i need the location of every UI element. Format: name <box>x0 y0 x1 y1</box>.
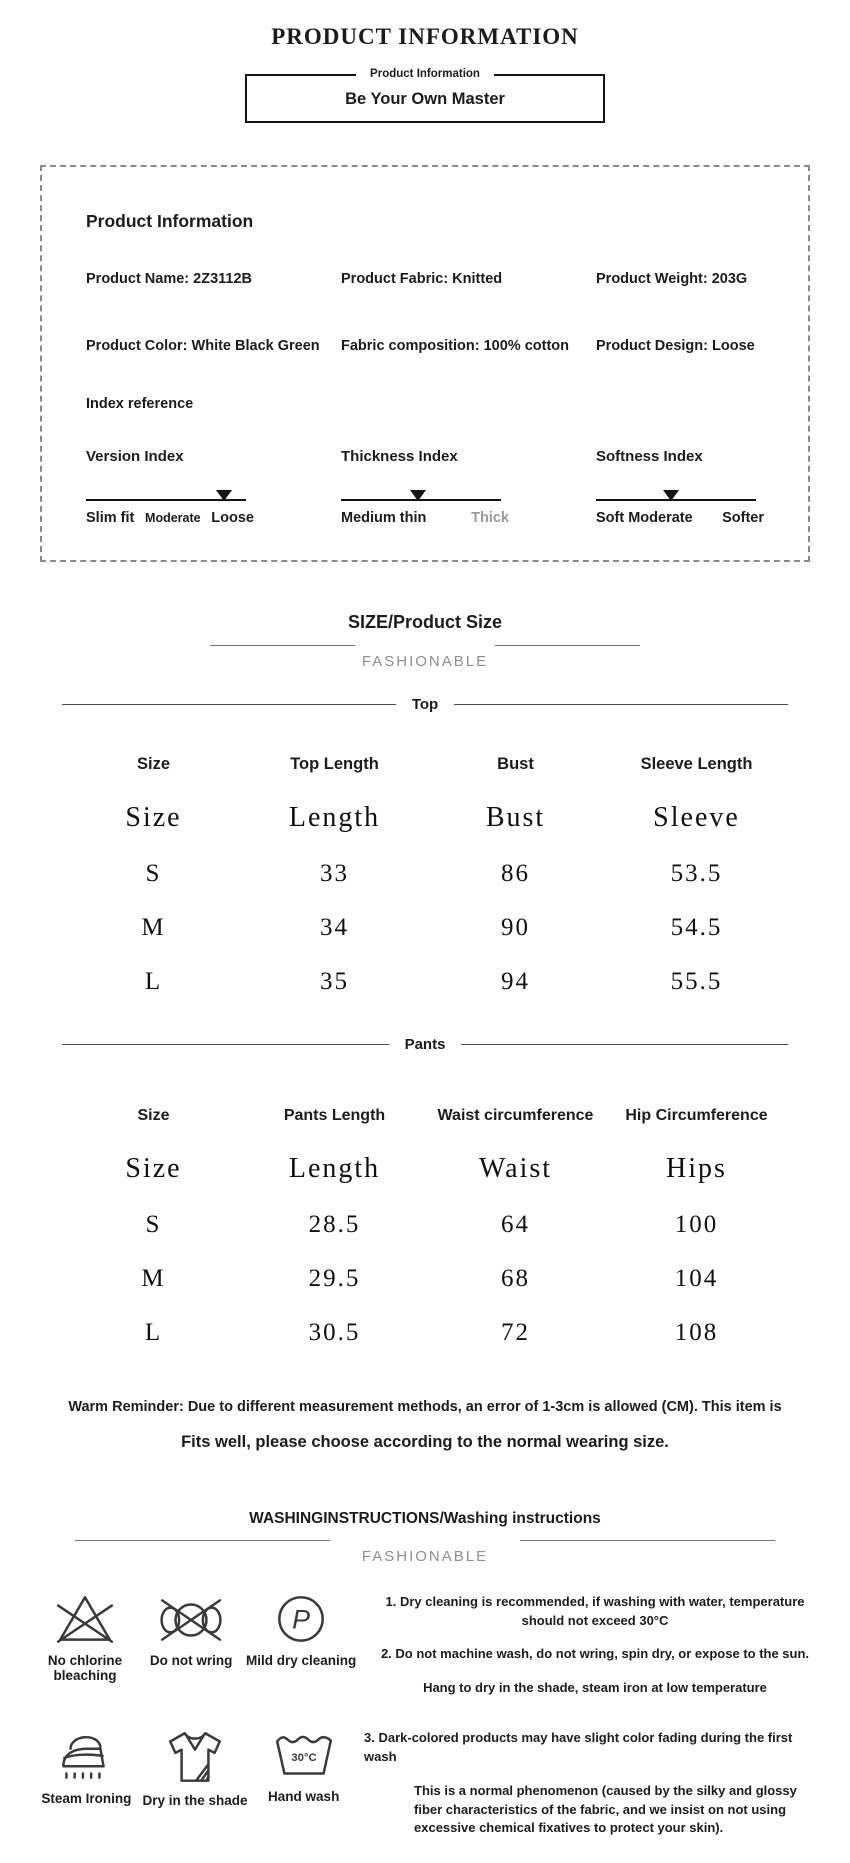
scale-label: Soft Moderate <box>596 509 693 526</box>
table-row <box>63 1319 787 1347</box>
table-row <box>63 914 787 942</box>
field-product-design: Product Design: Loose <box>596 337 755 354</box>
col-header: Size <box>136 754 171 773</box>
table-subheader-row <box>63 802 787 834</box>
care-symbol-dry-in-shade <box>141 1727 250 1809</box>
slider-track <box>86 499 246 501</box>
decorative-lines <box>0 1540 850 1541</box>
care-symbol-steam-ironing <box>32 1727 141 1809</box>
softness-index-slider <box>596 448 790 526</box>
field-fabric-composition: Fabric composition: 100% cotton <box>341 337 569 354</box>
washing-note: Hang to dry in the shade, steam iron at low temperature <box>423 1680 767 1696</box>
decorative-line <box>495 645 640 646</box>
cell: 64 <box>501 1210 530 1238</box>
cell: 28.5 <box>308 1210 361 1238</box>
cell: 68 <box>501 1264 530 1292</box>
cell: 90 <box>501 913 530 941</box>
cell: 33 <box>320 859 349 887</box>
col-header: Size <box>137 1106 170 1124</box>
cell: L <box>144 1318 163 1346</box>
field-product-color: Product Color: White Black Green <box>86 337 320 354</box>
cell: 54.5 <box>670 913 723 941</box>
no-chlorine-bleaching-icon <box>52 1591 118 1649</box>
cell: S <box>145 859 162 887</box>
warm-reminder-line1: Warm Reminder: Due to different measurement methods, an error of 1-3cm is allowed (CM). This item is <box>68 1398 782 1415</box>
table-row <box>63 1211 787 1239</box>
cell: 100 <box>674 1210 719 1238</box>
col-subheader: Hips <box>666 1152 727 1184</box>
dry-in-shade-icon <box>162 1727 228 1789</box>
scale-label: Loose <box>211 509 254 526</box>
washing-row-1 <box>20 1591 830 1713</box>
pants-divider-label: Pants <box>404 1035 446 1053</box>
divider-line <box>62 1044 389 1045</box>
slider-title: Version Index <box>86 447 184 465</box>
care-symbol-label: No chlorine bleaching <box>47 1652 123 1684</box>
care-symbol-label: Steam Ironing <box>41 1791 132 1807</box>
washing-row-2 <box>20 1727 830 1853</box>
dry-clean-letter: P <box>292 1603 311 1634</box>
banner-text: Be Your Own Master <box>345 90 505 108</box>
scale-label: Thick <box>471 509 509 526</box>
field-product-name: Product Name: 2Z3112B <box>86 271 253 287</box>
decorative-line <box>210 645 355 646</box>
washing-instructions-area <box>20 1591 830 1854</box>
scale-label: Medium thin <box>341 509 427 526</box>
care-symbol-no-chlorine <box>32 1591 138 1684</box>
divider-line <box>461 1044 788 1045</box>
care-symbol-label: Mild dry cleaning <box>245 1652 357 1668</box>
table-row <box>63 860 787 888</box>
cell: 55.5 <box>670 967 723 995</box>
col-subheader: Length <box>288 801 381 833</box>
slider-scale-labels <box>341 510 509 526</box>
cell: S <box>145 1210 162 1238</box>
page-title: PRODUCT INFORMATION <box>271 24 579 49</box>
scale-label: Slim fit <box>86 509 135 526</box>
washing-section-subtitle: FASHIONABLE <box>361 1547 489 1565</box>
col-header: Bust <box>497 754 534 773</box>
cell: 29.5 <box>308 1264 361 1292</box>
slider-track <box>341 499 501 501</box>
cell: 72 <box>501 1318 530 1346</box>
table-header-row <box>63 755 787 774</box>
index-reference-heading: Index reference <box>86 395 194 412</box>
col-subheader: Size <box>125 801 182 833</box>
hand-wash-icon <box>271 1727 337 1785</box>
top-size-table <box>63 755 787 996</box>
cell: 30.5 <box>308 1318 361 1346</box>
washing-note: 1. Dry cleaning is recommended, if washing with water, temperature should not exceed 30°C <box>385 1593 805 1628</box>
washing-note: This is a normal phenomenon (caused by the silky and glossy fiber characteristics of the fabric, and we insist on not using excessive chemical fixatives to protect your skin). <box>414 1782 797 1836</box>
care-symbol-mild-dry-cleaning <box>244 1591 358 1684</box>
banner-box <box>245 68 605 123</box>
washing-note: 2. Do not machine wash, do not wring, spin dry, or expose to the sun. <box>380 1646 810 1662</box>
top-divider <box>62 696 788 713</box>
product-info-box <box>40 165 810 562</box>
care-symbol-do-not-wring <box>138 1591 244 1684</box>
decorative-line <box>75 1540 330 1541</box>
scale-label: Softer <box>722 509 764 526</box>
col-subheader: Length <box>288 1152 381 1184</box>
do-not-wring-icon <box>158 1591 224 1649</box>
version-index-slider <box>86 448 341 526</box>
table-row <box>63 968 787 996</box>
pants-size-table <box>63 1107 787 1347</box>
banner-border-label: Product Information <box>356 68 494 80</box>
col-header: Sleeve Length <box>640 754 753 773</box>
care-symbol-label: Dry in the shade <box>142 1793 248 1809</box>
col-header: Waist circumference <box>437 1106 594 1124</box>
washing-icons-row2 <box>20 1727 358 1809</box>
col-subheader: Bust <box>485 801 546 833</box>
washing-icons-row1 <box>20 1591 358 1684</box>
mild-dry-cleaning-icon <box>268 1591 334 1649</box>
size-section-title: SIZE/Product Size <box>347 611 503 632</box>
col-subheader: Sleeve <box>653 801 740 833</box>
col-subheader: Size <box>125 1152 182 1184</box>
washing-note: 3. Dark-colored products may have slight color fading during the first wash <box>364 1730 793 1764</box>
decorative-line <box>520 1540 775 1541</box>
cell: 53.5 <box>670 859 723 887</box>
cell: 104 <box>674 1264 719 1292</box>
washing-notes-row1 <box>358 1591 830 1713</box>
care-symbol-label: Do not wring <box>149 1652 233 1668</box>
size-section-subtitle: FASHIONABLE <box>361 652 489 670</box>
cell: L <box>144 967 163 995</box>
decorative-lines <box>0 645 850 646</box>
top-divider-label: Top <box>411 695 439 713</box>
field-product-fabric: Product Fabric: Knitted <box>341 271 503 287</box>
col-header: Hip Circumference <box>625 1106 768 1124</box>
slider-title: Softness Index <box>596 447 703 465</box>
slider-marker-icon <box>410 490 426 501</box>
table-header-row <box>63 1107 787 1125</box>
hand-wash-temperature: 30°C <box>291 1752 317 1765</box>
cell: 34 <box>320 913 349 941</box>
product-fields-grid <box>86 270 790 356</box>
warm-reminder-line2: Fits well, please choose according to the normal wearing size. <box>181 1432 669 1451</box>
field-product-weight: Product Weight: 203G <box>596 271 748 287</box>
cell: 108 <box>674 1318 719 1346</box>
cell: 86 <box>501 859 530 887</box>
slider-scale-labels <box>86 510 254 526</box>
care-symbol-label: Hand wash <box>268 1789 340 1805</box>
care-symbol-hand-wash <box>249 1727 358 1809</box>
table-subheader-row <box>63 1153 787 1185</box>
product-info-heading: Product Information <box>86 211 254 231</box>
slider-scale-labels <box>596 510 764 526</box>
washing-section-title: WASHINGINSTRUCTIONS/Washing instructions <box>249 1509 601 1527</box>
cell: M <box>141 1264 166 1292</box>
thickness-index-slider <box>341 448 596 526</box>
cell: 35 <box>320 967 349 995</box>
table-row <box>63 1265 787 1293</box>
slider-marker-icon <box>663 490 679 501</box>
divider-line <box>62 704 396 705</box>
divider-line <box>454 704 788 705</box>
washing-notes-row2 <box>358 1727 830 1853</box>
pants-divider <box>62 1036 788 1053</box>
cell: M <box>141 913 166 941</box>
slider-marker-icon <box>216 490 232 501</box>
slider-track <box>596 499 756 501</box>
slider-title: Thickness Index <box>341 447 458 465</box>
cell: 94 <box>501 967 530 995</box>
col-subheader: Waist <box>478 1152 553 1184</box>
steam-iron-icon <box>53 1727 119 1787</box>
index-sliders <box>86 448 790 526</box>
col-header: Pants Length <box>283 1106 386 1124</box>
scale-label: Moderate <box>145 510 201 525</box>
col-header: Top Length <box>290 754 379 773</box>
